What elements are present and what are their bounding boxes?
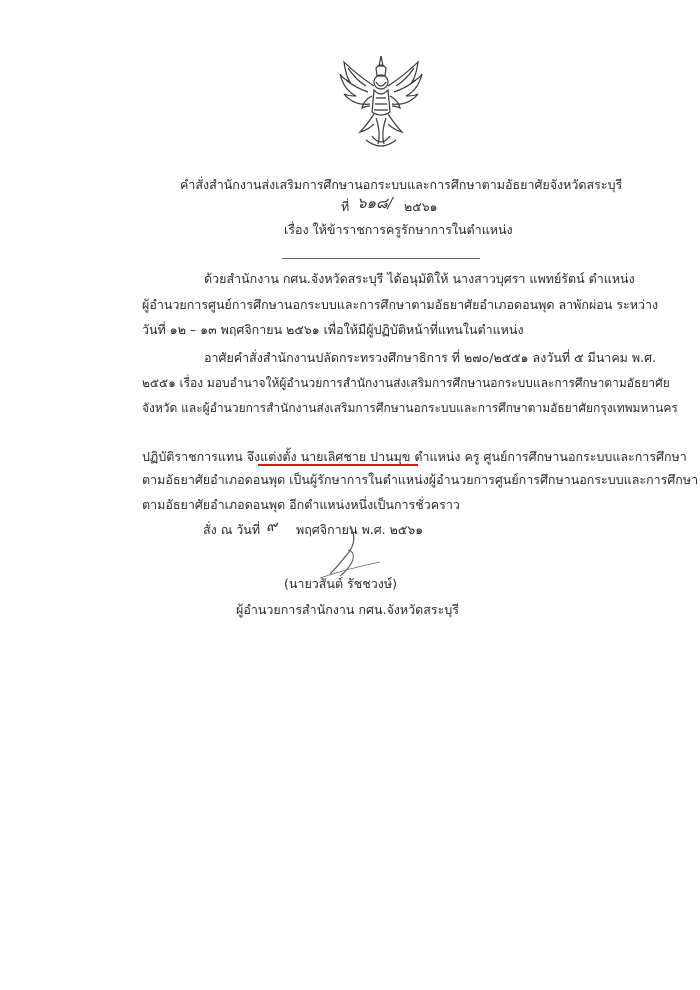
p1-line-1: ด้วยสำนักงาน กศน.จังหวัดสระบุรี ได้อนุมัติให้ นางสาวบุศรา แพทย์รัตน์ ตำแหน่ง [204, 271, 635, 286]
date-day-handwritten: ๙ [266, 517, 277, 535]
p2-line-2: ๒๕๕๑ เรื่อง มอบอำนาจให้ผู้อำนวยการสำนักงานส่งเสริมการศึกษานอกระบบและการศึกษาตามอัธยาศัย [142, 376, 670, 390]
date-month-year: พฤศจิกายน พ.ศ. ๒๕๖๑ [296, 522, 424, 537]
p2-line-3: จังหวัด และผู้อำนวยการสำนักงานส่งเสริมการศึกษานอกระบบและการศึกษาตามอัธยาศัยกรุงเทพมหานคร [142, 401, 678, 415]
p2-line-4: ปฏิบัติราชการแทน จึงแต่งตั้ง นายเลิศชาย ปานมุข ตำแหน่ง ครู ศูนย์การศึกษานอกระบบและการศึกษา [142, 449, 687, 464]
p2-line-6: ตามอัธยาศัยอำเภอดอนพุด อีกตำแหน่งหนึ่งเป็นการชั่วคราว [142, 497, 460, 512]
signer-name: (นายวสันต์ รัชชวงษ์) [284, 576, 397, 591]
header-divider [282, 258, 480, 259]
highlight-underline [258, 464, 418, 466]
order-number-handwritten: ๖๑๘/ [357, 194, 393, 212]
order-number-year: ๒๕๖๑ [404, 199, 438, 214]
garuda-emblem-icon [336, 52, 426, 152]
p2-line-5: ตามอัธยาศัยอำเภอดอนพุด เป็นผู้รักษาการในตำแหน่งผู้อำนวยการศูนย์การศึกษานอกระบบและการศึกษา [142, 472, 699, 487]
p1-line-3: วันที่ ๑๒ – ๑๓ พฤศจิกายน ๒๕๖๑ เพื่อให้มีผู้ปฏิบัติหน้าที่แทนในตำแหน่ง [142, 322, 524, 337]
signer-position: ผู้อำนวยการสำนักงาน กศน.จังหวัดสระบุรี [236, 602, 459, 617]
date-label: สั่ง ณ วันที่ [203, 522, 261, 537]
order-title: คำสั่งสำนักงานส่งเสริมการศึกษานอกระบบและการศึกษาตามอัธยาศัยจังหวัดสระบุรี [180, 177, 623, 192]
order-number-prefix: ที่ [341, 199, 350, 214]
order-subject: เรื่อง ให้ข้าราชการครูรักษาการในตำแหน่ง [284, 222, 513, 237]
p1-line-2: ผู้อำนวยการศูนย์การศึกษานอกระบบและการศึกษาตามอัธยาศัยอำเภอดอนพุด ลาพักผ่อน ระหว่าง [142, 297, 659, 312]
signature-scribble [300, 522, 410, 582]
p2-line-1: อาศัยคำสั่งสำนักงานปลัดกระทรวงศึกษาธิการ ที่ ๒๗๐/๒๕๕๑ ลงวันที่ ๕ มีนาคม พ.ศ. [204, 350, 657, 365]
